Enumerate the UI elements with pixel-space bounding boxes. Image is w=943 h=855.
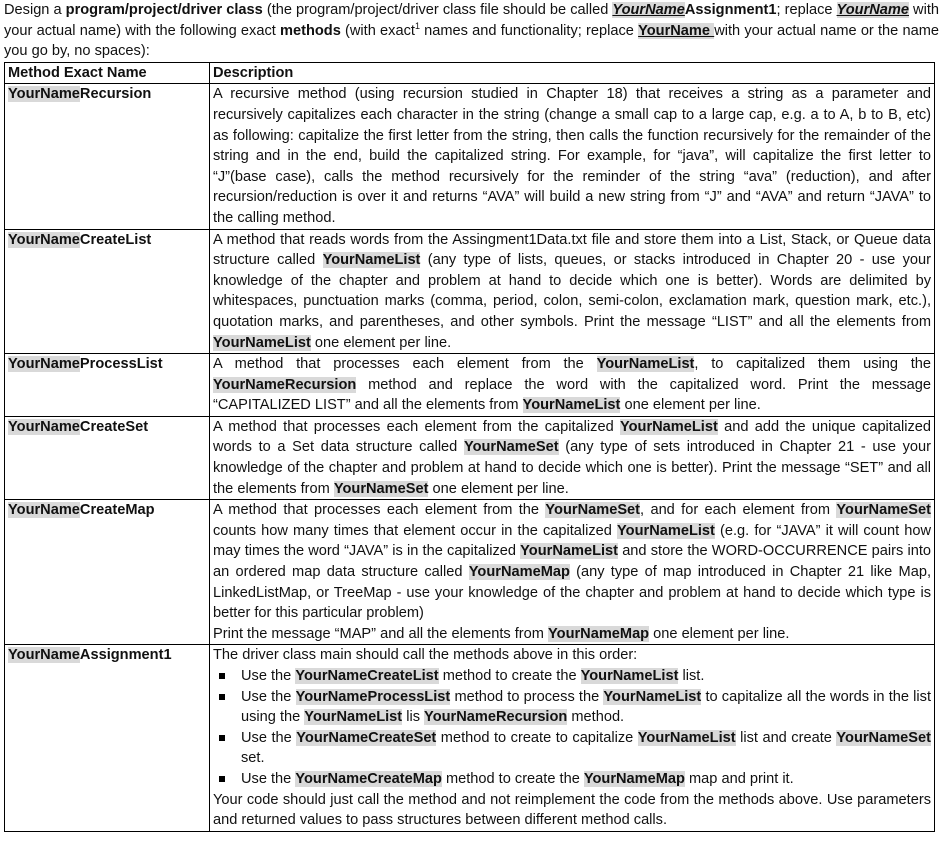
desc-text: Use the xyxy=(241,668,296,684)
desc-text: A method that processes each element from the capitalized xyxy=(213,418,620,435)
desc-text: one element per line. xyxy=(310,334,452,351)
footnote-marker: 1 xyxy=(414,20,420,31)
desc-text: (any type of sets introduced in Chapter 21 - use your knowledge of the chapter and problem at hand to decide which one is better). Print the message “SET” and all the elements from xyxy=(213,439,931,497)
highlight-term: YourNameRecursion xyxy=(424,709,568,726)
desc-text: A method that processes each element from the xyxy=(213,356,597,373)
method-description-cell: A recursive method (using recursion studied in Chapter 18) that receives a string as a parameter and recursively capitalizes each character in the string (change a small cap to a large cap, e.g. a to A, b to B, etc) as following: capitalize the first letter from the string, then calls the function recursively for the remainder of the string and in the end, build the capitalized string. For example, for “java”, will capitalize the first letter to “J”(base case), calls the method recursively for the reminder of the string “ava” (reduction), and after recursion/reduction is over it and returns “AVA” will build a new string from “J” and “AVA” and return “JAVA” to the calling method. xyxy=(210,84,935,229)
list-item xyxy=(241,687,931,728)
intro-text: names and functionality; replace xyxy=(419,22,639,39)
method-suffix: CreateList xyxy=(79,231,152,248)
method-suffix: ProcessList xyxy=(79,356,163,373)
highlight-term: YourNameList xyxy=(213,334,311,351)
highlight-term: YourNameCreateList xyxy=(295,668,439,684)
desc-text: (e.g. for “JAVA” it will count how may times the word “JAVA” is in the capitalized xyxy=(213,522,932,560)
list-item xyxy=(241,769,931,790)
highlight-term: YourNameMap xyxy=(548,625,650,642)
method-name-cell xyxy=(5,84,210,229)
desc-text: lis xyxy=(402,709,425,726)
desc-text: , and for each element from xyxy=(640,502,837,519)
desc-text: one element per line. xyxy=(649,625,790,642)
method-description-cell xyxy=(210,229,935,354)
placeholder-yourname: YourName xyxy=(8,231,80,248)
table-row xyxy=(5,229,935,354)
highlight-term: YourNameList xyxy=(304,709,403,726)
table-row xyxy=(5,416,935,499)
desc-text: (any type of map introduced in Chapter 21 like Map, LinkedListMap, or TreeMap - use your knowledge of the chapter and problem at hand to decide which type is better for this particular problem) xyxy=(213,564,931,622)
placeholder-yourname: YourName xyxy=(8,502,80,519)
desc-text: counts how many times that element occur in the capitalized xyxy=(213,522,618,539)
intro-text: Design a xyxy=(4,2,66,18)
driver-tail: Your code should just call the method and not reimplement the code from the methods above. Use parameters and returned values to pass structures between different method calls. xyxy=(213,791,931,829)
desc-text: Use the xyxy=(241,688,296,705)
table-row xyxy=(5,84,935,229)
method-name-cell xyxy=(5,229,210,354)
intro-bold-term: program/project/driver class xyxy=(65,2,263,18)
highlight-term: YourNameCreateMap xyxy=(295,770,442,787)
desc-text: set. xyxy=(241,750,265,767)
method-name-cell xyxy=(5,416,210,499)
highlight-term: YourNameList xyxy=(580,668,679,684)
desc-text: one element per line. xyxy=(428,480,569,497)
desc-text: A method that reads words from the Assingment1Data.txt file and store them into a List, Stack, or Queue data structure called xyxy=(213,231,931,269)
desc-text: and add the unique capitalized words to a Set data structure called xyxy=(213,418,931,456)
desc-text: Use the xyxy=(241,729,297,746)
intro-paragraph xyxy=(4,0,939,62)
method-name-cell xyxy=(5,500,210,645)
desc-text: list and create xyxy=(735,729,837,746)
method-name-cell xyxy=(5,354,210,417)
intro-text: with your actual name or the name you go by, no spaces): xyxy=(4,22,939,60)
highlight-term: YourNameList xyxy=(619,418,718,435)
highlight-term: YourNameRecursion xyxy=(213,376,357,393)
placeholder-yourname: YourName xyxy=(8,418,80,435)
placeholder-yourname: YourName xyxy=(612,2,685,18)
placeholder-yourname: YourName xyxy=(8,86,80,103)
highlight-term: YourNameSet xyxy=(463,439,559,456)
driver-lead: The driver class main should call the methods above in this order: xyxy=(213,647,638,664)
method-description-cell xyxy=(210,500,935,645)
desc-text: method to process the xyxy=(450,688,604,705)
desc-text: (any type of lists, queues, or stacks introduced in Chapter 20 - use your knowledge of the chapter and problem at hand to decide which one is better). Words are delimited by whitespaces, punctuation marks (comma, period, colon, semi-colon, exclamation mark, question mark, etc.), quotation marks, and parentheses, and other symbols. Print the message “LIST” and all the elements from xyxy=(213,252,932,330)
method-suffix: Recursion xyxy=(79,86,152,103)
driver-steps-list xyxy=(213,666,931,790)
desc-text: method and replace the word with the capitalized word. Print the message “CAPITALIZED LIST” and all the elements from xyxy=(213,376,931,414)
method-description-cell xyxy=(210,416,935,499)
list-item xyxy=(241,728,931,769)
intro-text: (the program/project/driver class file should be called xyxy=(262,2,613,18)
highlight-term: YourNameList xyxy=(617,522,715,539)
table-row xyxy=(5,500,935,645)
placeholder-yourname: YourName xyxy=(638,22,715,39)
method-suffix: Assignment1 xyxy=(79,647,172,664)
highlight-term: YourNameSet xyxy=(333,480,429,497)
desc-text: map and print it. xyxy=(684,770,794,787)
highlight-term: YourNameList xyxy=(322,252,421,269)
desc-text: method to create the xyxy=(438,668,581,684)
list-item xyxy=(241,666,931,687)
method-suffix: CreateMap xyxy=(79,502,155,519)
header-method-name: Method Exact Name xyxy=(5,62,210,84)
highlight-term: YourNameMap xyxy=(583,770,685,787)
desc-text: A method that processes each element from the xyxy=(213,502,546,519)
highlight-term: YourNameList xyxy=(522,397,621,414)
desc-text: method to create the xyxy=(441,770,584,787)
intro-text: (with exact xyxy=(340,22,415,39)
desc-text: list. xyxy=(678,668,705,684)
desc-text: one element per line. xyxy=(620,397,761,414)
table-row xyxy=(5,645,935,831)
highlight-term: YourNameSet xyxy=(836,502,932,519)
desc-text: , to capitalized them using the xyxy=(694,356,932,373)
highlight-term: YourNameMap xyxy=(468,564,570,581)
method-description-cell xyxy=(210,645,935,831)
desc-text: method to create to capitalize xyxy=(436,729,638,746)
highlight-term: YourNameList xyxy=(596,356,695,373)
desc-text: Print the message “MAP” and all the elements from xyxy=(213,625,548,642)
highlight-term: YourNameSet xyxy=(545,502,641,519)
desc-text: and store the WORD-OCCURRENCE pairs into an ordered map data structure called xyxy=(213,543,931,581)
method-description-cell xyxy=(210,354,935,417)
intro-bold-term: Assignment1 xyxy=(684,2,777,18)
header-description: Description xyxy=(210,62,935,84)
desc-text: method. xyxy=(567,709,625,726)
methods-table xyxy=(4,62,935,832)
intro-bold-term: methods xyxy=(280,22,341,39)
highlight-term: YourNameProcessList xyxy=(295,688,451,705)
intro-text: with your actual name) with the following exact xyxy=(4,2,940,39)
placeholder-yourname: YourName xyxy=(8,647,80,664)
desc-text: to capitalize all the words in the list using the xyxy=(241,688,932,726)
highlight-term: YourNameList xyxy=(520,543,619,560)
table-row xyxy=(5,354,935,417)
method-suffix: CreateSet xyxy=(79,418,149,435)
placeholder-yourname: YourName xyxy=(836,2,909,18)
intro-text: ; replace xyxy=(776,2,837,18)
highlight-term: YourNameCreateSet xyxy=(296,729,437,746)
highlight-term: YourNameList xyxy=(603,688,702,705)
table-header-row xyxy=(5,62,935,84)
method-name-cell xyxy=(5,645,210,831)
desc-text: Use the xyxy=(241,770,296,787)
highlight-term: YourNameList xyxy=(637,729,736,746)
highlight-term: YourNameSet xyxy=(836,729,931,746)
placeholder-yourname: YourName xyxy=(8,356,80,373)
